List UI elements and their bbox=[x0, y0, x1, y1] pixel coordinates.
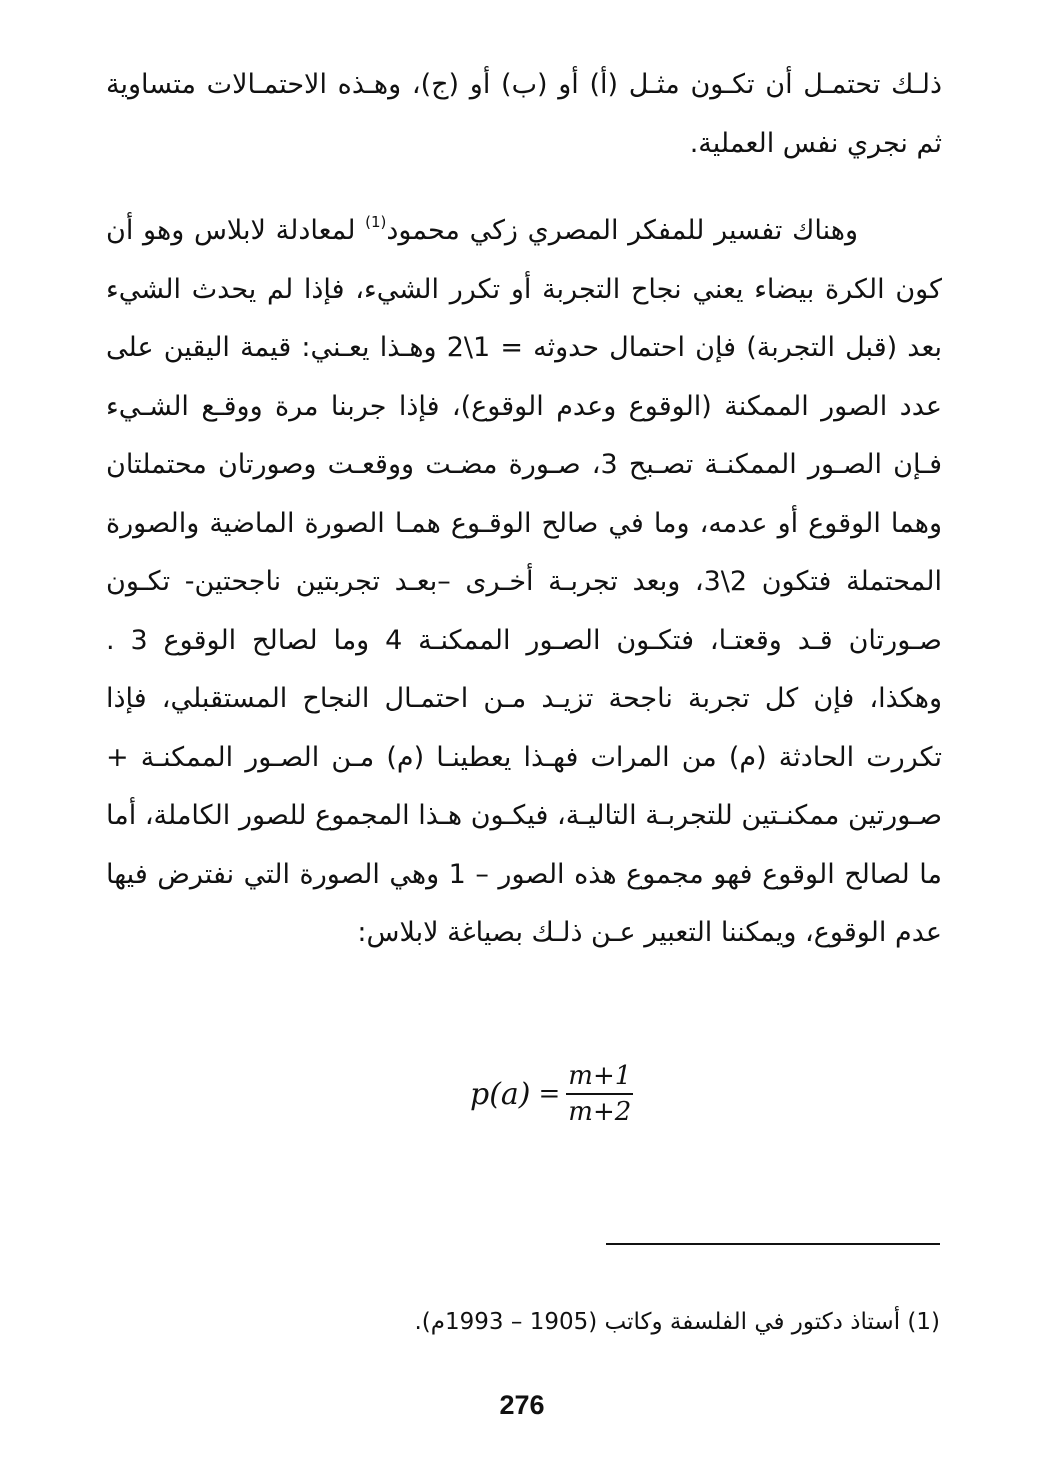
footnote: (1) أستاذ دكتور في الفلسفة وكاتب (1905 – 1993م). bbox=[414, 1309, 940, 1335]
paragraph-text-rest: لمعادلة لابلاس وهو أن كون الكرة بيضاء يعني نجاح التجربة أو تكرر الشيء، فإذا لم يحدث الشيء بعد (قبل التجربة) فإن احتمال حدوثه = 1\2 وهـذا يعـني: قيمة اليقين على عدد الصور الممكنة (الوقوع وعدم الوقوع)، فإذا جربنا مرة ووقـع الشـيء فـإن الصـور الممكنـة تصـبح 3، صـورة مضـت ووقعـت وصورتان محتملتان وهما الوقوع أو عدمه، وما في صالح الوقـوع همـا الصورة الماضية والصورة المحتملة فتكون 2\3، وبعد تجربـة أخـرى –بعـد تجربتين ناجحتين- تكـون صـورتان قـد وقعتـا، فتكـون الصـور الممكنـة 4 وما لصالح الوقوع 3 . وهكذا، فإن كل تجربة ناجحة تزيـد مـن احتمـال النجاح المستقبلي، فإذا تكررت الحادثة (م) من المرات فهـذا يعطينـا (م) مـن الصـور الممكنـة + صـورتين ممكنـتين للتجربـة التاليـة، فيكـون هـذا المجموع للصور الكاملة، أما ما لصالح الوقوع فهو مجموع هذه الصور – 1 وهي الصورة التي نفترض فيها عدم الوقوع، ويمكننا التعبير عـن ذلـك بصياغة لابلاس: bbox=[106, 215, 943, 948]
formula-equals: = bbox=[538, 1079, 561, 1109]
formula-lhs: p(a) bbox=[470, 1076, 531, 1112]
laplace-formula bbox=[470, 1054, 633, 1134]
footnote-divider bbox=[606, 1243, 940, 1245]
formula-denominator: m+2 bbox=[568, 1097, 632, 1127]
page-number: 276 bbox=[499, 1390, 545, 1420]
footnote-reference: (1) bbox=[365, 213, 387, 231]
formula-fraction bbox=[566, 1061, 633, 1127]
paragraph-continuation: ذلـك تحتمـل أن تكـون مثـل (أ) أو (ب) أو (ج)، وهـذه الاحتمـالات متساوية ثم نجري نفس العملية. bbox=[106, 69, 942, 159]
paragraph-laplace-interpretation bbox=[106, 202, 942, 963]
paragraph-text-start: وهناك تفسير للمفكر المصري زكي محمود bbox=[386, 215, 858, 246]
formula-numerator: m+1 bbox=[566, 1061, 633, 1095]
